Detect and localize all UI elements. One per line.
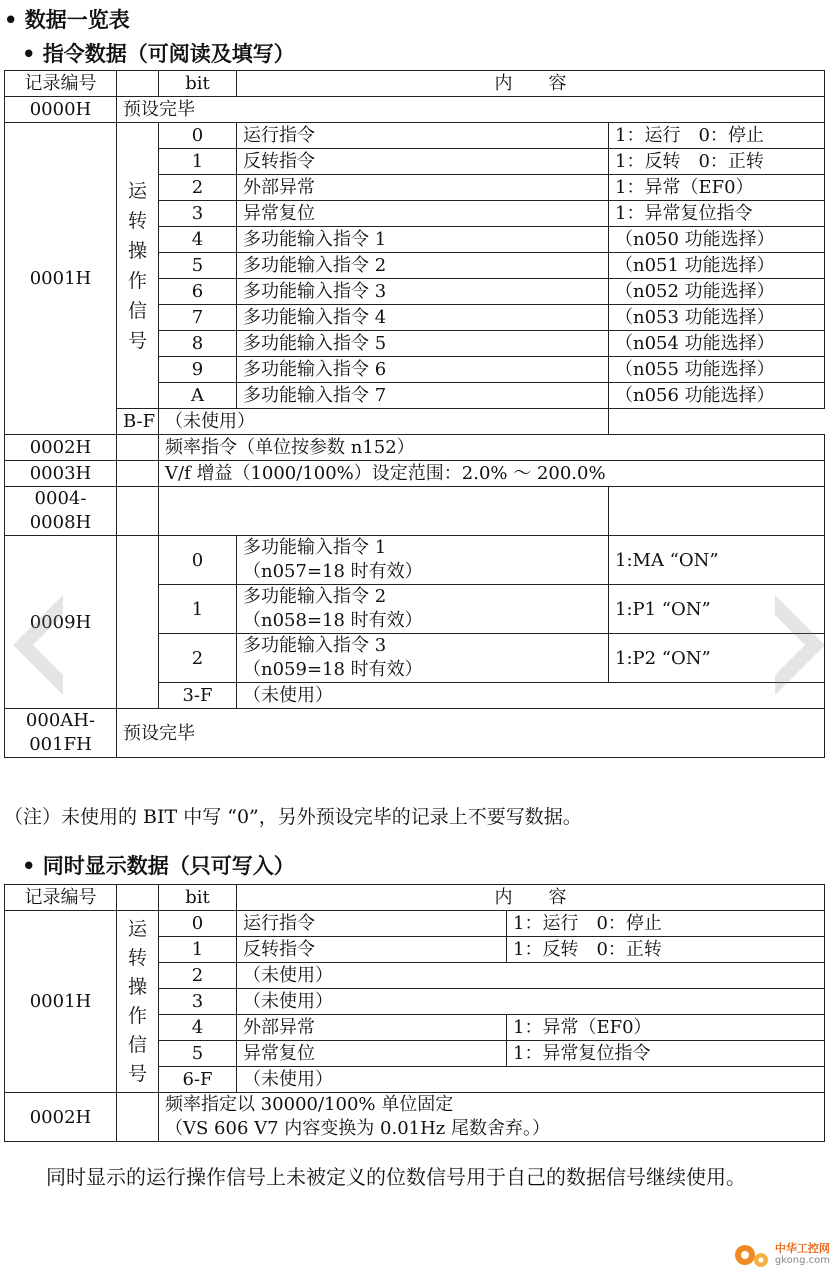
bit-name: 多功能输入指令 1 (237, 227, 609, 253)
record-id-line: 0004- (34, 488, 87, 509)
record-content: 预设完毕 (117, 709, 825, 758)
record-content (159, 1093, 825, 1142)
bit-cell: 2 (159, 963, 237, 989)
bit-name: （未使用） (237, 963, 825, 989)
bit-value: （n054 功能选择） (609, 331, 825, 357)
bit-cell: 9 (159, 357, 237, 383)
bit-name: 异常复位 (237, 1041, 507, 1067)
table-row (5, 435, 825, 461)
bit-cell: 5 (159, 1041, 237, 1067)
bit-cell: 6 (159, 279, 237, 305)
bit-name: 运行指令 (237, 911, 507, 937)
gear-icon (731, 1238, 771, 1270)
bit-cell: 1 (159, 149, 237, 175)
bit-value: 1：异常（EF0） (507, 1015, 825, 1041)
bit-cell: 4 (159, 227, 237, 253)
table-row (5, 1093, 825, 1142)
col-header-bit: bit (159, 885, 237, 911)
table-row (5, 461, 825, 487)
watermark-brand: 中华工控网 (774, 1241, 830, 1255)
bit-value: 1:P1 “ON” (609, 585, 825, 634)
record-content: 频率指令（单位按参数 n152） (159, 435, 825, 461)
bit-name: 多功能输入指令 5 (237, 331, 609, 357)
group-label-text: 运转操作信号 (127, 179, 147, 352)
bit-cell: 2 (159, 175, 237, 201)
watermark (731, 1238, 830, 1270)
record-id: 0002H (5, 1093, 117, 1142)
bit-value: 1：异常复位指令 (609, 201, 825, 227)
col-header-record: 记录编号 (5, 71, 117, 97)
bit-value: （n055 功能选择） (609, 357, 825, 383)
bit-name (237, 585, 609, 634)
bit-name: 多功能输入指令 4 (237, 305, 609, 331)
bit-name: 多功能输入指令 2 (237, 253, 609, 279)
table-row (5, 409, 825, 435)
watermark-url: gkong.com (774, 1254, 830, 1266)
bit-value: 1：反转 0：正转 (609, 149, 825, 175)
record-content-line: 频率指定以 30000/100% 单位固定 (165, 1094, 454, 1115)
bit-name-line: 多功能输入指令 1 (243, 537, 387, 558)
record-id: 0003H (5, 461, 117, 487)
bit-cell: 0 (159, 911, 237, 937)
table-row (5, 123, 825, 149)
chevron-left-icon[interactable] (8, 590, 68, 700)
bit-value: 1：异常（EF0） (609, 175, 825, 201)
record-content-line: （VS 606 V7 内容变换为 0.01Hz 尾数舍弃。） (165, 1118, 551, 1139)
closing-paragraph: 同时显示的运行操作信号上未被定义的位数信号用于自己的数据信号继续使用。 (46, 1165, 746, 1189)
bit-name: 反转指令 (237, 937, 507, 963)
bit-cell: 3-F (159, 683, 237, 709)
bit-name-line: 多功能输入指令 2 (243, 586, 387, 607)
bit-name-line: 多功能输入指令 3 (243, 635, 387, 656)
record-id-line: 0008H (29, 512, 92, 533)
record-id: 0001H (5, 911, 117, 1093)
bit-value: （n050 功能选择） (609, 227, 825, 253)
bit-value: （n051 功能选择） (609, 253, 825, 279)
col-header-content: 内 容 (237, 885, 825, 911)
bit-cell: 6-F (159, 1067, 237, 1093)
bit-name: 运行指令 (237, 123, 609, 149)
col-header-content: 内 容 (237, 71, 825, 97)
bit-name (237, 536, 609, 585)
record-id: 0002H (5, 435, 117, 461)
bit-name: （未使用） (159, 409, 609, 435)
bit-cell: 1 (159, 937, 237, 963)
bit-name: 多功能输入指令 6 (237, 357, 609, 383)
col-header-record: 记录编号 (5, 885, 117, 911)
bit-name: （未使用） (237, 1067, 825, 1093)
record-id: 0009H (5, 536, 117, 709)
bit-name: （未使用） (237, 989, 825, 1015)
bit-cell: 3 (159, 201, 237, 227)
record-content: V/f 增益（1000/100%）设定范围：2.0% ～ 200.0% (159, 461, 825, 487)
record-id-line: 001FH (29, 734, 92, 755)
bit-cell: A (159, 383, 237, 409)
bit-name: 外部异常 (237, 175, 609, 201)
bit-cell: 4 (159, 1015, 237, 1041)
record-id (5, 709, 117, 758)
bit-cell: 1 (159, 585, 237, 634)
bit-cell: 2 (159, 634, 237, 683)
bit-value: 1：运行 0：停止 (609, 123, 825, 149)
bit-name: 反转指令 (237, 149, 609, 175)
bit-name: 异常复位 (237, 201, 609, 227)
table-row (5, 536, 825, 585)
bit-name: （未使用） (237, 683, 825, 709)
section-heading-display-data: • 同时显示数据（只可写入） (22, 854, 295, 878)
bit-cell: B-F (117, 409, 159, 435)
group-label-text: 运转操作信号 (127, 917, 147, 1085)
footnote: （注）未使用的 BIT 中写 “0”，另外预设完毕的记录上不要写数据。 (4, 806, 582, 828)
bit-name: 多功能输入指令 7 (237, 383, 609, 409)
col-header-bit: bit (159, 71, 237, 97)
bit-value: 1:P2 “ON” (609, 634, 825, 683)
chevron-right-icon[interactable] (770, 590, 830, 700)
command-data-table (4, 70, 825, 758)
bit-cell: 0 (159, 536, 237, 585)
section-heading-command-data: • 指令数据（可阅读及填写） (22, 42, 295, 66)
display-data-table (4, 884, 825, 1142)
bit-name: 多功能输入指令 3 (237, 279, 609, 305)
bit-value: 1：运行 0：停止 (507, 911, 825, 937)
group-label (117, 123, 159, 409)
bit-value: 1：反转 0：正转 (507, 937, 825, 963)
table-row (5, 709, 825, 758)
record-id: 0001H (5, 123, 117, 435)
record-id: 0000H (5, 97, 117, 123)
bit-cell: 3 (159, 989, 237, 1015)
bit-cell: 7 (159, 305, 237, 331)
bit-value: 1:MA “ON” (609, 536, 825, 585)
bit-name (237, 634, 609, 683)
bit-name: 外部异常 (237, 1015, 507, 1041)
bit-value: （n053 功能选择） (609, 305, 825, 331)
table-header-row (5, 885, 825, 911)
group-label (117, 911, 159, 1093)
bit-cell: 0 (159, 123, 237, 149)
bit-value: （n052 功能选择） (609, 279, 825, 305)
bit-value: 1：异常复位指令 (507, 1041, 825, 1067)
bit-name-line: （n057=18 时有效） (243, 561, 423, 582)
record-content: 预设完毕 (117, 97, 825, 123)
page-title: • 数据一览表 (4, 8, 130, 32)
table-row (5, 487, 825, 536)
record-id-line: 000AH- (25, 710, 96, 731)
bit-name-line: （n058=18 时有效） (243, 610, 423, 631)
bit-cell: 8 (159, 331, 237, 357)
record-id (5, 487, 117, 536)
table-header-row (5, 71, 825, 97)
table-row (5, 97, 825, 123)
table-row (5, 911, 825, 937)
bit-cell: 5 (159, 253, 237, 279)
bit-value: （n056 功能选择） (609, 383, 825, 409)
bit-name-line: （n059=18 时有效） (243, 659, 423, 680)
